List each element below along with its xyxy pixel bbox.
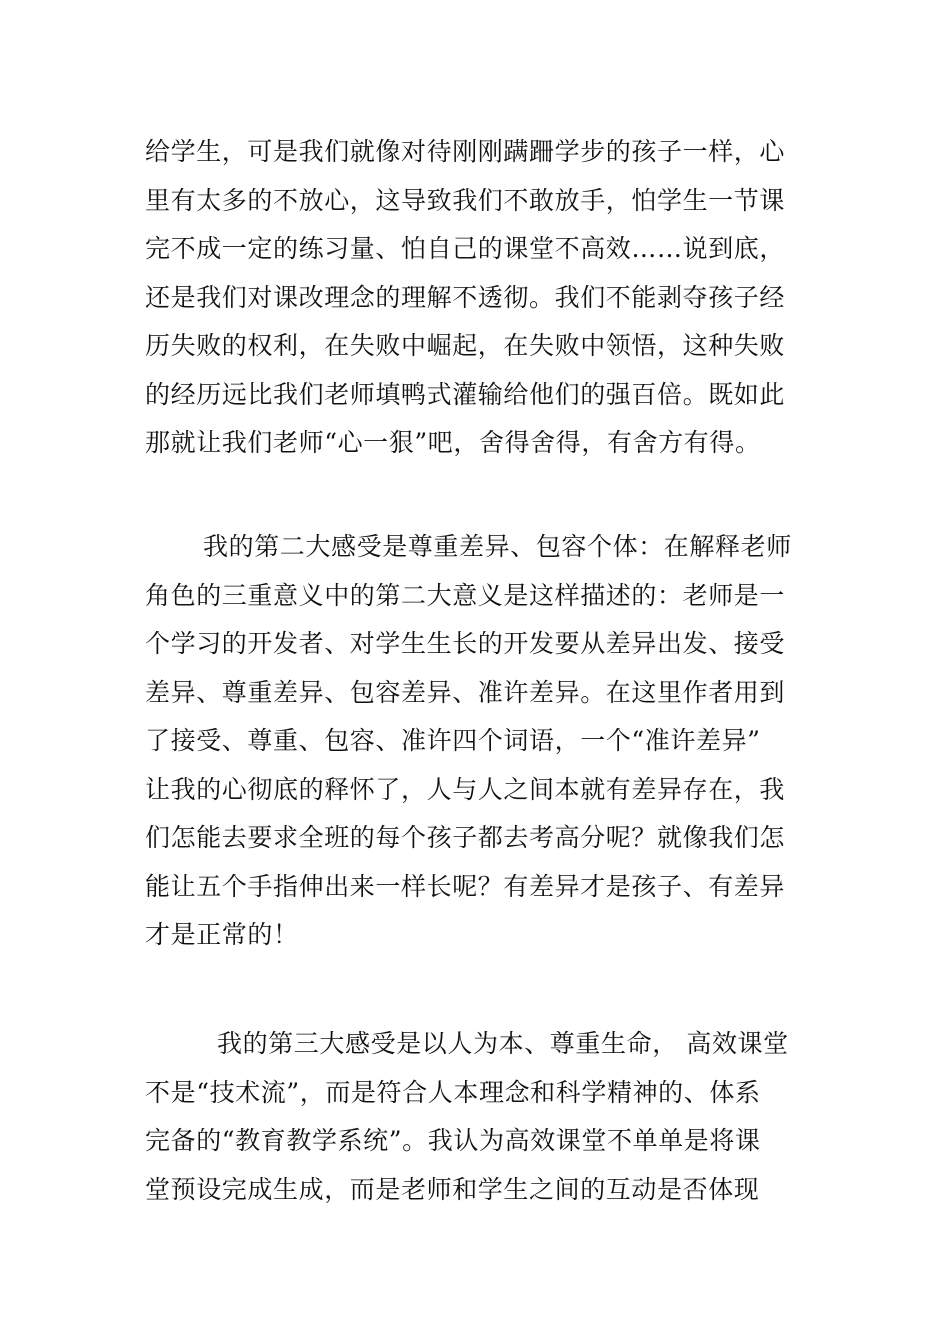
text-line: 个学习的开发者、对学生生长的开发要从差异出发、接受 [145, 629, 786, 658]
text-line: 完不成一定的练习量、怕自己的课堂不高效……说到底， [145, 234, 786, 263]
text-line: 我的第二大感受是尊重差异、包容个体：在解释老师 [203, 532, 792, 561]
paragraph-2 [145, 523, 807, 960]
text-line: 那就让我们老师“心一狠”吧，舍得舍得，有舍方有得。 [145, 428, 761, 457]
text-line: 才是正常的！ [145, 920, 299, 949]
text-line: 不是“技术流”，而是符合人本理念和科学精神的、体系 [145, 1077, 761, 1107]
paragraph-3 [145, 1020, 807, 1214]
text-line: 差异、尊重差异、包容差异、准许差异。在这里作者用到 [145, 677, 786, 707]
text-line: 历失败的权利，在失败中崛起，在失败中领悟，这种失败 [145, 331, 786, 360]
text-line: 完备的“教育教学系统”。我认为高效课堂不单单是将课 [145, 1126, 761, 1155]
text-line: 们怎能去要求全班的每个孩子都去考高分呢？就像我们怎 [145, 823, 786, 852]
text-line: 了接受、尊重、包容、准许四个词语，一个“准许差异” [145, 726, 761, 755]
text-line: 让我的心彻底的释怀了，人与人之间本就有差异存在，我 [145, 774, 786, 804]
text-line: 能让五个手指伸出来一样长呢？有差异才是孩子、有差异 [145, 871, 786, 901]
paragraph-1 [145, 128, 807, 468]
text-line: 给学生，可是我们就像对待刚刚蹒跚学步的孩子一样，心 [145, 137, 786, 166]
text-line: 角色的三重意义中的第二大意义是这样描述的：老师是一 [145, 580, 786, 610]
text-line: 还是我们对课改理念的理解不透彻。我们不能剥夺孩子经 [145, 282, 786, 312]
text-line: 里有太多的不放心，这导致我们不敢放手，怕学生一节课 [145, 185, 786, 215]
text-line: 的经历远比我们老师填鸭式灌输给他们的强百倍。既如此 [145, 379, 786, 409]
text-line: 我的第三大感受是以人为本、尊重生命， 高效课堂 [217, 1029, 789, 1058]
text-line: 堂预设完成生成，而是老师和学生之间的互动是否体现 [145, 1174, 760, 1204]
